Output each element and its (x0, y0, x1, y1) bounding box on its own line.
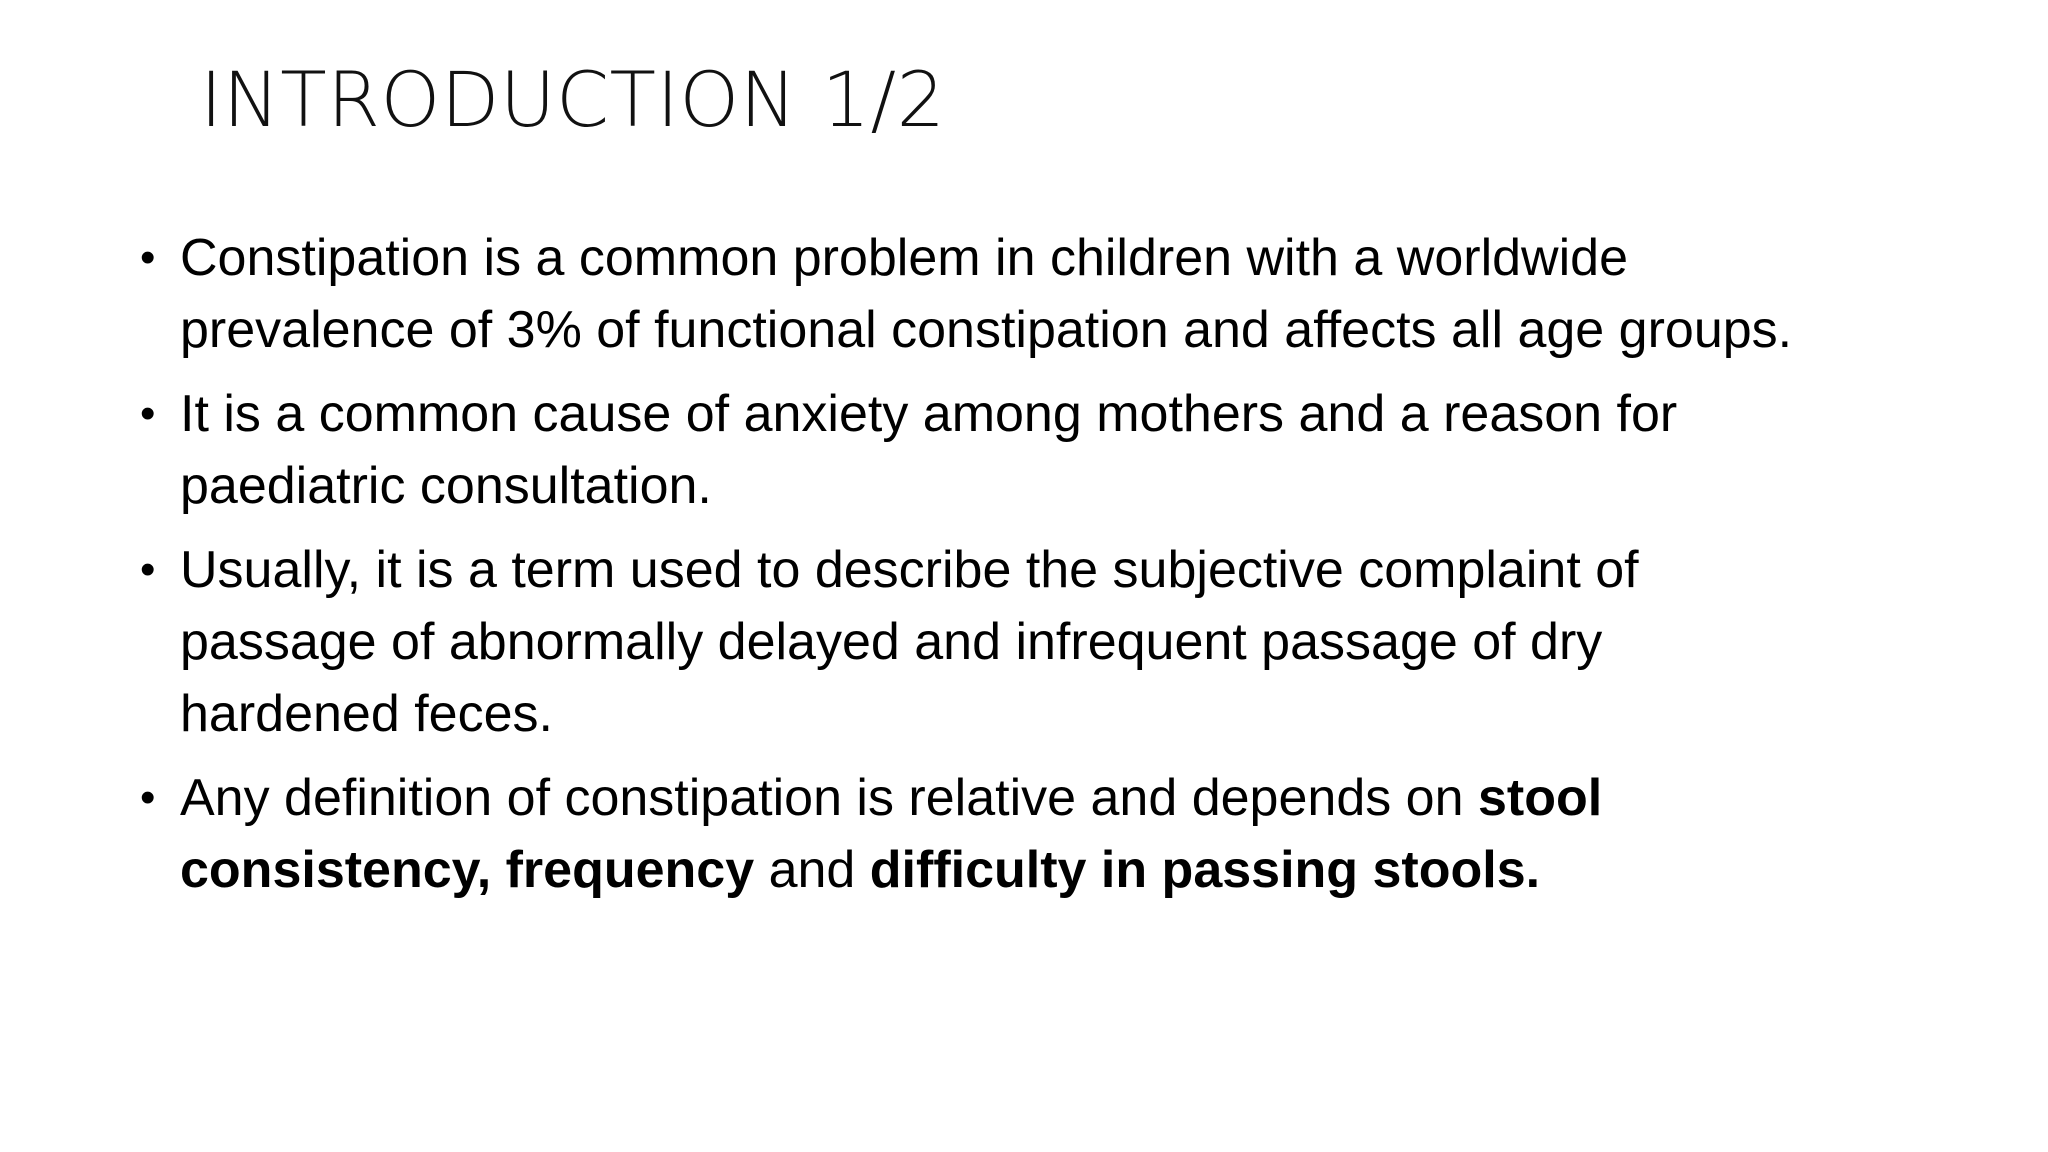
bullet-text-segment: and (754, 841, 870, 899)
slide-title: INTRODUCTION 1/2 (200, 55, 946, 144)
bullet-dot-icon: • (140, 389, 156, 438)
bullet-text: It is a common cause of anxiety among mothers and a reason for paediatric consultation. (180, 385, 1678, 515)
bullet-item (140, 534, 1820, 750)
bullet-dot-icon: • (140, 773, 156, 822)
bullet-text-segment: Any definition of constipation is relative and depends on (180, 769, 1478, 827)
bullet-text: Usually, it is a term used to describe the subjective complaint of passage of abnormally delayed and infrequent passage of dry hardened feces. (180, 541, 1639, 743)
bullet-list (140, 222, 1820, 918)
bullet-text-bold-segment: stool consistency, frequency (180, 769, 1603, 899)
bullet-item (140, 378, 1820, 522)
bullet-item (140, 762, 1820, 906)
bullet-text (180, 769, 1602, 899)
bullet-text-bold-segment: difficulty in passing stools. (869, 841, 1541, 899)
bullet-item (140, 222, 1820, 366)
bullet-dot-icon: • (140, 545, 156, 594)
bullet-dot-icon: • (140, 233, 156, 282)
bullet-text: Constipation is a common problem in children with a worldwide prevalence of 3% of functional constipation and affects all age groups. (180, 229, 1793, 359)
